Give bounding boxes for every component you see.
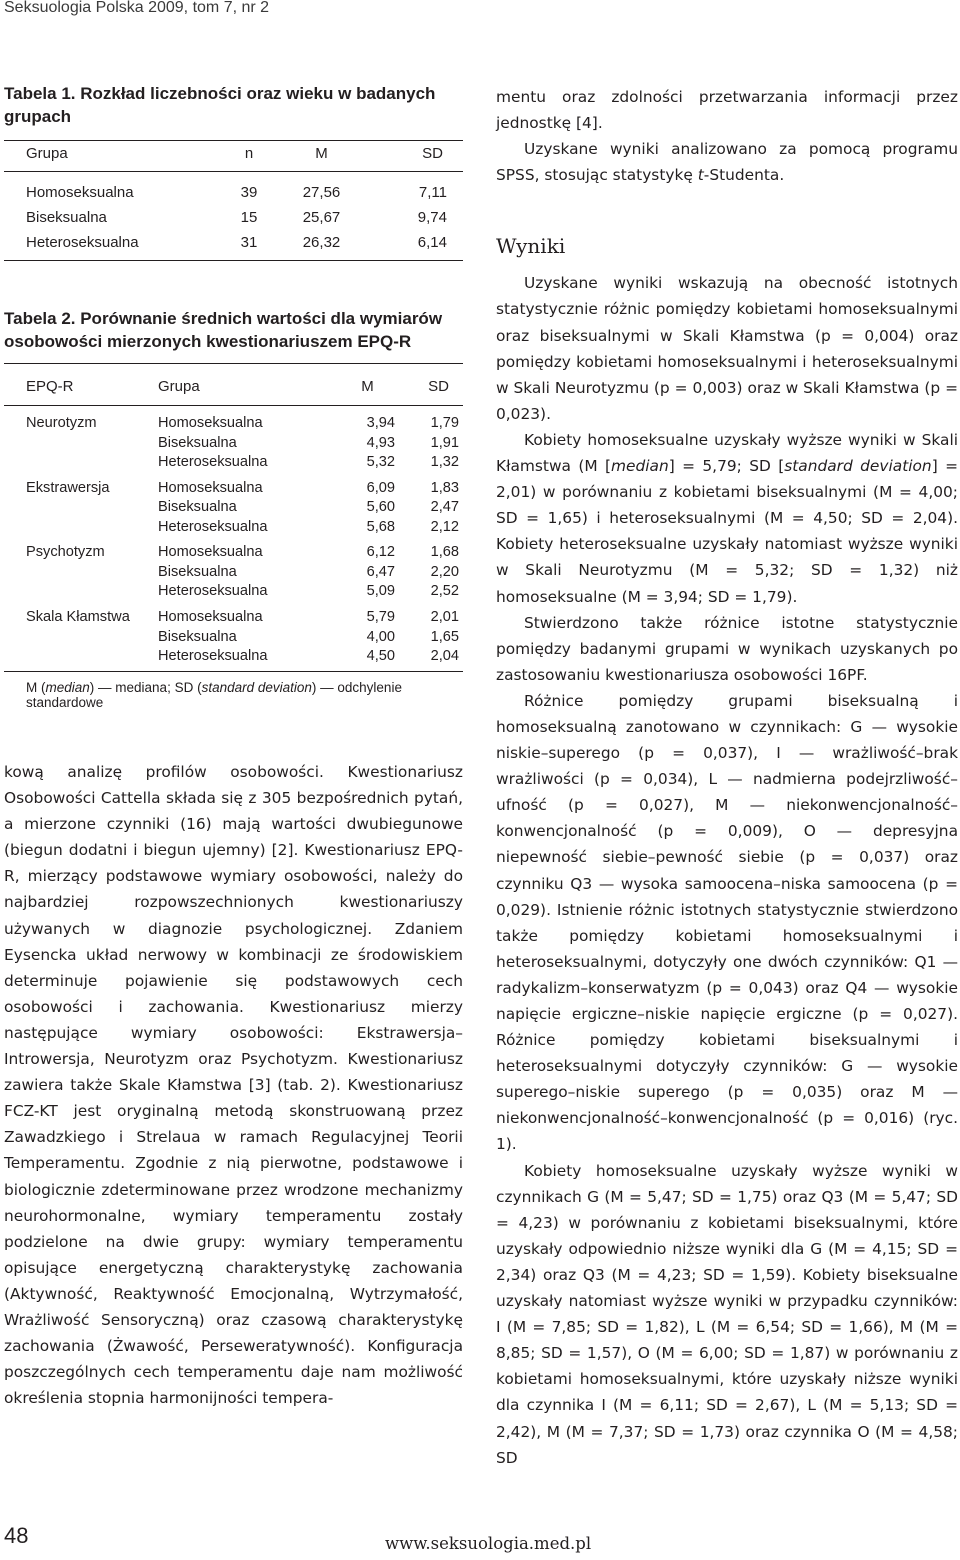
body-paragraph: Stwierdzono także różnice istotne statystycznie pomiędzy badanymi grupami w wynikach uzyskanych po zastosowaniu kwestionariusza osobowości 16PF. bbox=[496, 613, 958, 684]
table-1-caption: Tabela 1. Rozkład liczebności oraz wieku w badanych grupach bbox=[4, 84, 436, 126]
table-2-empty-cell bbox=[4, 434, 158, 454]
table-1-header-cell: n bbox=[244, 145, 254, 162]
table-1-cell: 31 bbox=[240, 234, 258, 251]
table-2-cell: 2,04 bbox=[430, 648, 459, 665]
footnote-text: M ( bbox=[26, 679, 46, 695]
left-column-text bbox=[4, 759, 463, 1411]
table-1-cell: 9,74 bbox=[417, 209, 447, 226]
table-2-cell: 6,47 bbox=[366, 563, 395, 580]
footnote-term: median bbox=[45, 679, 90, 695]
journal-url: www.seksuologia.med.pl bbox=[385, 1534, 592, 1553]
body-text: -Studenta. bbox=[703, 166, 785, 185]
table-2-top-rule bbox=[4, 363, 463, 364]
table-2-cell: 6,09 bbox=[366, 479, 395, 496]
table-2-empty-cell bbox=[4, 453, 158, 473]
table-2-cell: 1,79 bbox=[430, 415, 459, 431]
table-2-body bbox=[4, 414, 463, 667]
table-1-bottom-rule bbox=[4, 260, 463, 261]
table-2-cell: 1,83 bbox=[430, 479, 459, 496]
table-2-cell: Homoseksualna bbox=[158, 609, 263, 626]
table-2-header-cell: EPQ-R bbox=[26, 378, 74, 395]
body-paragraph: Różnice pomiędzy grupami biseksualną i homoseksualną zanotowano w czynnikach: G — wysokie niskie–superego (p = 0,037), I — wrażliwość–brak wrażliwości (p = 0,034), L — nadmierna podejrzliwość–ufność (p = 0,027), M — niekonwencjonalność–konwencjonalność (p = 0,009), O — depresyjna niepewność siebie–pewność siebie (p = 0,037) oraz czynniku Q3 — wysoka samoocena–niska samoocena (p = 0,029). Istnienie różnic istotnych statystycznie stwierdzono także pomiędzy kobietami homoseksualnymi i heteroseksualnymi, dotyczyły one dwóch czynników: Q1 — radykalizm–konserwatyzm (p = 0,043) oraz Q4 — wysokie napięcie ergiczne–niskie napięcie ergiczne (p = 0,027). Różnice pomiędzy kobietami biseksualnymi i heteroseksualnymi dotyczyły czynników: G — wysokie superego–niskie superego (p = 0,035) oraz M — niekonwencjonalność–konwencjonalność (p = 0,016) (ryc. 1). bbox=[496, 691, 958, 1154]
table-2-cell: Biseksualna bbox=[158, 499, 237, 516]
italic-term: t bbox=[697, 166, 704, 185]
table-2-cell: 2,01 bbox=[430, 609, 459, 626]
table-2-cell: Homoseksualna bbox=[158, 544, 263, 561]
table-2-header-row bbox=[4, 374, 463, 399]
table-2-cell: Heteroseksualna bbox=[158, 518, 268, 535]
body-text: ] = 2,01) w porównaniu z kobietami biseksualnymi (M = 4,00; SD = 1,65) i heteroseksualnymi (M = 4,50; SD = 2,04). Kobiety heteroseksualne uzyskały natomiast wyższe wyniki w Skali Neurotyzmu (M = 5,32; SD = 1,32) niż homoseksualne (M = 3,94; SD = 1,79). bbox=[496, 457, 958, 606]
table-2-cell: Biseksualna bbox=[158, 563, 237, 580]
table-2-dimension-label: Skala Kłamstwa bbox=[26, 609, 130, 626]
table-1-cell: Heteroseksualna bbox=[26, 234, 139, 251]
table-2-cell: Biseksualna bbox=[158, 628, 237, 645]
table-2-empty-cell bbox=[4, 647, 158, 667]
table-1 bbox=[4, 82, 463, 261]
table-2-header-rule bbox=[4, 405, 463, 406]
table-2-caption: Tabela 2. Porównanie średnich wartości dla wymiarów osobowości mierzonych kwestionariuszem EPQ-R bbox=[4, 309, 443, 351]
table-2-cell: 1,32 bbox=[430, 454, 459, 470]
body-paragraph bbox=[496, 136, 958, 188]
italic-term: median bbox=[611, 457, 669, 476]
body-text: Kobiety homoseksualne uzyskały wyższe wyniki w Skali Kłamstwa (M [ bbox=[496, 430, 958, 476]
table-2-empty-cell bbox=[4, 582, 158, 602]
table-1-body bbox=[4, 180, 463, 255]
body-paragraph: kową analizę profilów osobowości. Kwestionariusz Osobowości Cattella składa się z 305 bezpośrednich pytań, a mierzone czynniki (16) mają wartości dwubiegunowe (biegun dodatni i biegun ujemny) [2]. Kwestionariusz EPQ-R, mierzący podstawowe wymiary osobowości, należy do najbardziej rozpowszechnionych kwestionariuszy używanych w diagnozie psychologicznej. Zdaniem Eysencka układ nerwowy w kombinacji ze środowiskiem determinuje pojawienie się podstawowych cech osobowości i zachowania. Kwestionariusz mierzy następujące wymiary osobowości: Ekstrawersja–Introwersja, Neurotyzm oraz Psychotyzm. Kwestionariusz zawiera także Skale Kłamstwa [3] (tab. 2). Kwestionariusz FCZ-KT jest oryginalną metodą skonstruowaną przez Zawadzkiego i Strelaua w ramach Regulacyjnej Teorii Temperamentu. Zgodnie z nią pierwotne, podstawowe i biologicznie zdeterminowane przez wrodzone mechanizmy neurohormonalne, wymiary temperamentu zostały podzielone na dwie grupy: wymiary temperamentu opisujące energetyczną charakterystykę zachowania (Aktywność, Reaktywność Emocjonalną, Wytrzymałość, Wrażliwość Sensoryczną) oraz czasową charakterystykę zachowania (Żwawość, Perseweratywność). Konfiguracja poszczególnych cech temperamentu daje nam możliwość określenia stopnia harmonijności tempera- bbox=[4, 763, 463, 1408]
table-2-cell: 2,52 bbox=[430, 583, 459, 600]
table-2-cell: Heteroseksualna bbox=[158, 648, 268, 665]
footnote-term: standard deviation bbox=[201, 679, 312, 695]
table-2-cell: 2,20 bbox=[430, 563, 459, 580]
table-1-cell: 7,11 bbox=[418, 184, 447, 201]
section-heading-results: Wyniki bbox=[496, 234, 566, 259]
table-2-cell: 4,93 bbox=[366, 434, 395, 451]
italic-term: standard deviation bbox=[784, 457, 932, 476]
table-2-cell: Heteroseksualna bbox=[158, 583, 268, 600]
table-2-cell: 2,12 bbox=[430, 518, 459, 535]
table-2-cell: 1,68 bbox=[430, 544, 459, 561]
table-1-header-row bbox=[4, 141, 463, 166]
body-paragraph: mentu oraz zdolności przetwarzania informacji przez jednostkę [4]. bbox=[496, 88, 958, 133]
table-2-header-cell: SD bbox=[428, 378, 449, 395]
table-2-footnote bbox=[4, 680, 463, 710]
table-2-dimension-label: Neurotyzm bbox=[26, 415, 97, 431]
table-1-cell: 6,14 bbox=[417, 234, 447, 251]
table-2-cell: 6,12 bbox=[366, 544, 395, 561]
table-1-cell: Biseksualna bbox=[26, 209, 107, 226]
table-2-cell: 4,00 bbox=[366, 628, 395, 645]
table-2-cell: Biseksualna bbox=[158, 434, 237, 451]
table-1-cell: 39 bbox=[240, 184, 258, 201]
table-2-empty-cell bbox=[4, 498, 158, 518]
table-2-cell: 5,68 bbox=[366, 518, 395, 535]
table-2-cell: 5,79 bbox=[366, 609, 395, 626]
table-1-cell: 25,67 bbox=[302, 209, 341, 226]
table-2-cell: 2,47 bbox=[430, 499, 459, 516]
table-2-cell: 5,32 bbox=[366, 454, 395, 470]
table-2-cell: 5,09 bbox=[366, 583, 395, 600]
body-text: Uzyskane wyniki analizowano za pomocą programu SPSS, stosując statystykę bbox=[496, 140, 958, 185]
table-2-cell: 4,50 bbox=[366, 648, 395, 665]
table-1-header-cell: Grupa bbox=[26, 145, 68, 162]
table-2-cell: Homoseksualna bbox=[158, 415, 263, 431]
table-2-dimension-label: Ekstrawersja bbox=[26, 479, 110, 496]
table-2-cell: 1,65 bbox=[430, 628, 459, 645]
table-2-dimension-label: Psychotyzm bbox=[26, 544, 105, 561]
footnote-text: ) — odchylenie standardowe bbox=[26, 679, 402, 710]
body-paragraph: Uzyskane wyniki wskazują na obecność istotnych statystycznie różnic pomiędzy kobietami homoseksualnymi oraz biseksualnymi w Skali Kłamstwa (p = 0,004) oraz pomiędzy kobietami homoseksualnymi i heteroseksualnymi w Skali Neurotyzmu (p = 0,003) oraz w Skali Kłamstwa (p = 0,023). bbox=[496, 274, 958, 423]
table-1-header-rule bbox=[4, 171, 463, 172]
journal-running-header: Seksuologia Polska 2009, tom 7, nr 2 bbox=[4, 0, 270, 16]
table-1-cell: 15 bbox=[240, 209, 258, 226]
table-2-empty-cell bbox=[4, 563, 158, 583]
table-1-cell: 27,56 bbox=[302, 184, 341, 201]
table-2-empty-cell bbox=[4, 628, 158, 648]
table-1-cell: 26,32 bbox=[302, 234, 341, 251]
table-1-cell: Homoseksualna bbox=[26, 184, 134, 201]
table-1-header-cell: M bbox=[315, 145, 328, 162]
table-2-cell: 3,94 bbox=[366, 415, 395, 431]
table-1-header-cell: SD bbox=[422, 145, 443, 162]
table-2-header-cell: Grupa bbox=[158, 378, 200, 395]
table-2-cell: Homoseksualna bbox=[158, 479, 263, 496]
table-2-header-cell: M bbox=[361, 378, 374, 395]
table-2-cell: 1,91 bbox=[430, 434, 459, 451]
page-number: 48 bbox=[4, 1523, 29, 1548]
table-2-cell: Heteroseksualna bbox=[158, 454, 268, 470]
footnote-text: ) — mediana; SD ( bbox=[89, 679, 202, 695]
table-2-bottom-rule bbox=[4, 671, 463, 672]
body-paragraph bbox=[496, 427, 958, 610]
right-column-text bbox=[496, 84, 958, 1471]
table-2-cell: 5,60 bbox=[366, 499, 395, 516]
body-text: ] = 5,79; SD [ bbox=[668, 457, 785, 476]
table-2-empty-cell bbox=[4, 518, 158, 538]
body-paragraph: Kobiety homoseksualne uzyskały wyższe wyniki w czynnikach G (M = 5,47; SD = 1,75) oraz Q3 (M = 5,47; SD = 4,23) w porównaniu z kobietami biseksualnymi, które uzyskały odpowiednio niższe wyniki dla G (M = 4,15; SD = 2,34) oraz Q3 (M = 4,23; SD = 1,59). Kobiety biseksualne uzyskały natomiast wyższe wyniki w przypadku czynników: I (M = 7,85; SD = 1,82), L (M = 6,54; SD = 1,66), M (M = 8,85; SD = 1,57), O (M = 6,00; SD = 1,87) w porównaniu z kobietami homoseksualnymi, które uzyskały niższe wyniki dla czynnika I (M = 6,11; SD = 2,67), L (M = 5,13; SD = 2,42), M (M = 7,37; SD = 1,73) oraz czynnika O (M = 4,58; SD bbox=[496, 1161, 958, 1467]
table-2 bbox=[4, 307, 463, 710]
